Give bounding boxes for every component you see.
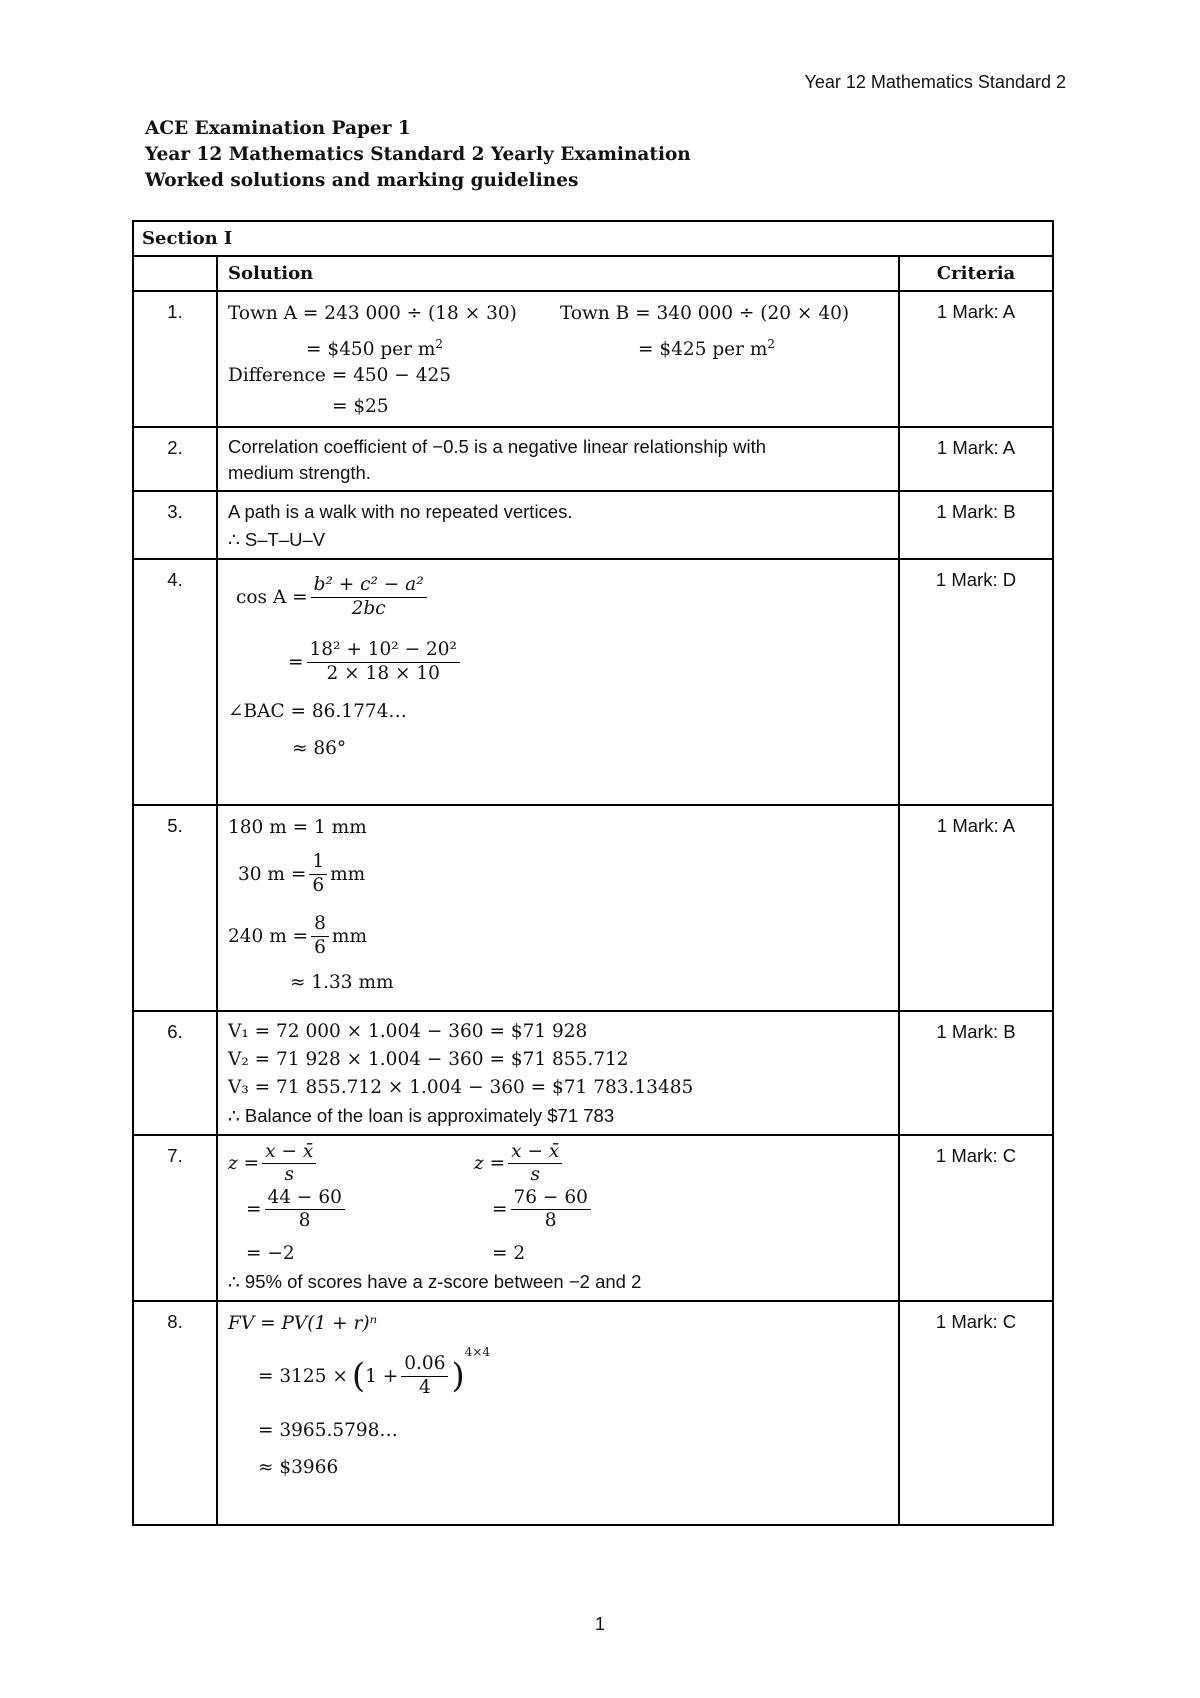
q7-score-44: = $\frac{44 - 60}{8}$ <box>246 1188 348 1232</box>
criteria-cell: 1 Mark: C <box>899 1301 1053 1525</box>
q3-line-2: ∴ S–T–U–V <box>228 529 326 550</box>
question-number: 4. <box>133 559 217 805</box>
q5-fraction-2: $\frac{8}{6}$ <box>311 914 329 958</box>
question-row-1 <box>133 291 1053 427</box>
solution-cell: 180 m = 1 mm 30 m = $\frac{1}{6}$ mm 240 m = $\frac{8}{6}$ mm ≈ 1.33 mm <box>217 805 899 1011</box>
solution-cell <box>217 1011 899 1135</box>
q1-town-a-rate: = $450 per m <box>306 339 436 361</box>
q7-result-a: = −2 <box>246 1243 295 1264</box>
q6-v1: V₁ = 72 000 × 1.004 − 360 = $71 928 <box>228 1021 588 1042</box>
q7-conclusion: ∴ 95% of scores have a z-score between −2 and 2 <box>228 1271 642 1292</box>
header-solution: Solution <box>217 256 899 291</box>
question-number: 6. <box>133 1011 217 1135</box>
question-row-5 <box>133 805 1053 1011</box>
q5-line-1: 180 m = 1 mm <box>228 817 367 838</box>
title-block <box>145 116 691 194</box>
q4-approx: ≈ 86° <box>292 738 347 759</box>
q4-angle: ∠BAC = 86.1774… <box>228 701 407 722</box>
question-row-2 <box>133 427 1053 491</box>
q6-conclusion: ∴ Balance of the loan is approximately $71 783 <box>228 1105 615 1126</box>
q4-fraction-2: $\frac{\text{18² + 10² − 20²}}{2 \times 18 \times 10}$ <box>307 640 460 684</box>
criteria-cell: 1 Mark: A <box>899 805 1053 1011</box>
page-number: 1 <box>594 1614 605 1634</box>
q1-difference-result: = $25 <box>332 396 389 417</box>
solution-cell <box>217 491 899 559</box>
section-title: Section I <box>133 221 1053 256</box>
q1-town-a: Town A = 243 000 ÷ (18 × 30) <box>228 303 517 324</box>
question-number: 1. <box>133 291 217 427</box>
q3-line-1: A path is a walk with no repeated vertices. <box>228 501 573 522</box>
q1-town-b-rate: = $425 per m <box>638 339 768 361</box>
q4-cos-lhs: cos A = <box>236 586 308 608</box>
solution-cell <box>217 1301 899 1525</box>
question-row-8 <box>133 1301 1053 1525</box>
q7-score-76: = $\frac{76 - 60}{8}$ <box>492 1188 594 1232</box>
q5-fraction-1: $\frac{1}{6}$ <box>309 852 327 896</box>
header-blank <box>133 256 217 291</box>
header-row <box>133 256 1053 291</box>
title-line-1: ACE Examination Paper 1 <box>145 118 411 139</box>
solution-cell: Town A = 243 000 ÷ (18 × 30) Town B = 340 000 ÷ (20 × 40) = $450 per $m^2$ = $425 per $m^2$ Difference = 450 − 425 = $25 <box>217 291 899 427</box>
q7-z-formula-right: z = $\frac{x - x̄}{s}$ <box>474 1142 565 1186</box>
q7-result-b: = 2 <box>492 1243 526 1264</box>
question-row-4 <box>133 559 1053 805</box>
section-row <box>133 221 1053 256</box>
question-row-7 <box>133 1135 1053 1301</box>
q6-v3: V₃ = 71 855.712 × 1.004 − 360 = $71 783.13485 <box>228 1077 694 1098</box>
q2-line-2: medium strength. <box>228 462 371 483</box>
question-row-3 <box>133 491 1053 559</box>
q4-fraction-1: $\frac{\text{b² + c² − a²}}{2bc}$ <box>311 575 427 619</box>
q8-result: = 3965.5798… <box>258 1420 398 1441</box>
criteria-cell: 1 Mark: A <box>899 291 1053 427</box>
running-header: Year 12 Mathematics Standard 2 <box>804 72 1066 92</box>
criteria-cell: 1 Mark: A <box>899 427 1053 491</box>
question-number: 5. <box>133 805 217 1011</box>
question-number: 7. <box>133 1135 217 1301</box>
q7-z-formula-left: z = $\frac{x - x̄}{s}$ <box>228 1142 319 1186</box>
criteria-cell: 1 Mark: B <box>899 491 1053 559</box>
criteria-cell: 1 Mark: C <box>899 1135 1053 1301</box>
title-line-3: Worked solutions and marking guidelines <box>145 170 579 191</box>
solution-cell <box>217 427 899 491</box>
question-number: 8. <box>133 1301 217 1525</box>
criteria-cell: 1 Mark: D <box>899 559 1053 805</box>
q8-substitution: = 3125 × ( 1 + $\frac{0.06}{4}$ ) 4×4 <box>258 1345 491 1398</box>
q1-town-b: Town B = 340 000 ÷ (20 × 40) <box>560 303 850 324</box>
header-criteria: Criteria <box>899 256 1053 291</box>
question-number: 2. <box>133 427 217 491</box>
q8-approx: ≈ $3966 <box>258 1457 339 1478</box>
q1-difference: Difference = 450 − 425 <box>228 365 452 386</box>
solution-cell <box>217 1135 899 1301</box>
q5-approx: ≈ 1.33 mm <box>290 972 394 993</box>
title-line-2: Year 12 Mathematics Standard 2 Yearly Examination <box>145 144 691 165</box>
solution-cell: cos A = $\frac{\text{b² + c² − a²}}{2bc}$ = $\frac{\text{18² + 10² − 20²}}{2 \times 18 \times 10}$ ∠BAC = 86.1774… ≈ 86° <box>217 559 899 805</box>
q8-formula: FV = PV(1 + r)ⁿ <box>228 1313 378 1334</box>
criteria-cell: 1 Mark: B <box>899 1011 1053 1135</box>
question-number: 3. <box>133 491 217 559</box>
q8-power: 4×4 <box>464 1345 491 1359</box>
q2-line-1: Correlation coefficient of −0.5 is a negative linear relationship with <box>228 436 767 457</box>
q6-v2: V₂ = 71 928 × 1.004 − 360 = $71 855.712 <box>228 1049 629 1070</box>
question-row-6 <box>133 1011 1053 1135</box>
solutions-table <box>132 220 1054 1526</box>
